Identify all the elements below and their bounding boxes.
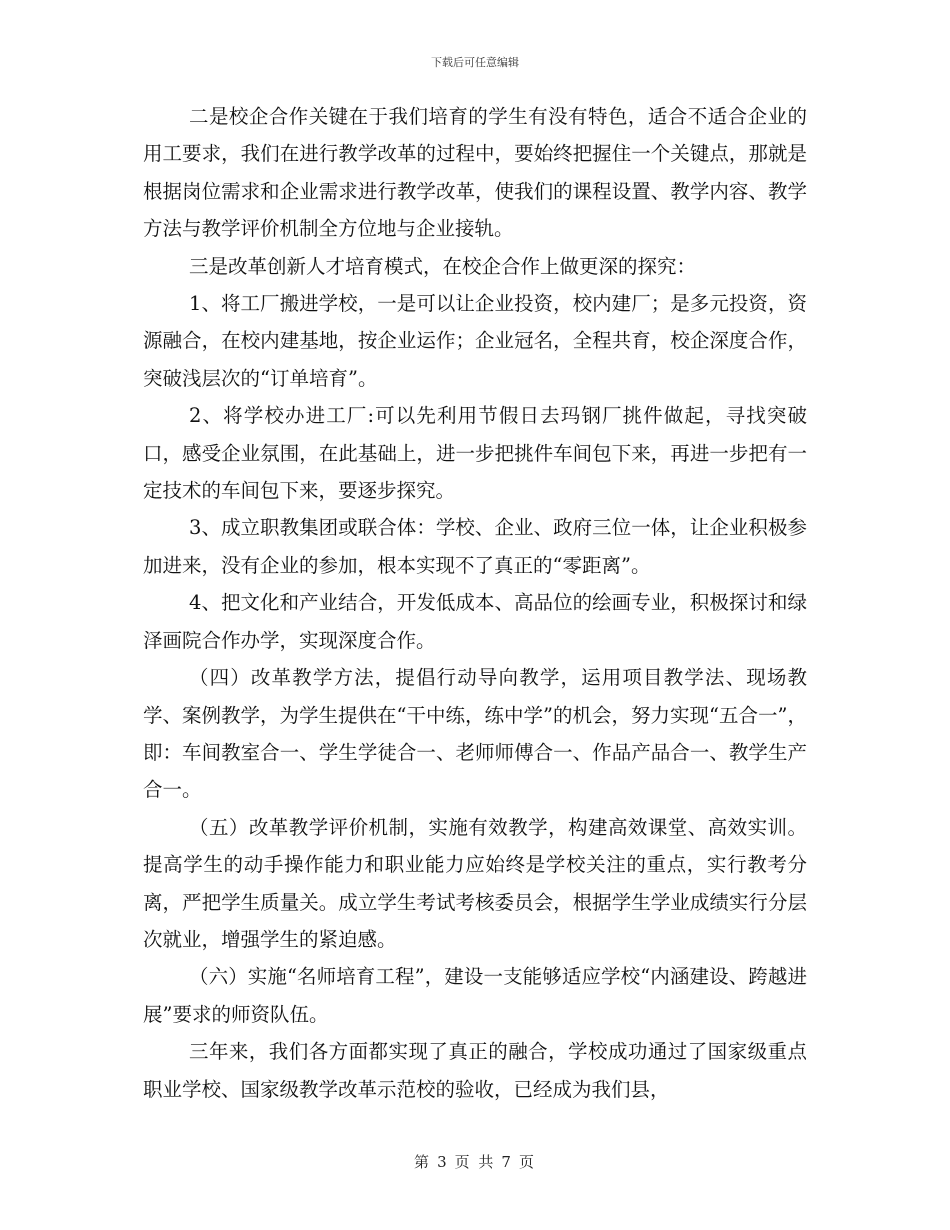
paragraph: 4、把文化和产业结合，开发低成本、高品位的绘画专业，积极探讨和绿泽画院合作办学，实现深度合作。 <box>143 591 807 652</box>
page-header: 下载后可任意编辑 <box>431 56 519 69</box>
paragraph: （六）实施“名师培育工程”，建设一支能够适应学校“内涵建设、跨越进展”要求的师资队伍。 <box>143 965 807 1026</box>
paragraph: 二是校企合作关键在于我们培育的学生有没有特色，适合不适合企业的用工要求，我们在进行教学改革的过程中，要始终把握住一个关键点，那就是根据岗位需求和企业需求进行教学改革，使我们的课程设置、教学内容、教学方法与教学评价机制全方位地与企业接轨。 <box>143 105 807 241</box>
page-footer <box>0 1151 950 1172</box>
paragraph: 3、成立职教集团或联合体：学校、企业、政府三位一体，让企业积极参加进来，没有企业的参加，根本实现不了真正的“零距离”。 <box>143 516 807 577</box>
footer-middle: 页 共 <box>454 1153 496 1171</box>
page-total: 7 <box>501 1153 513 1171</box>
document-body <box>143 98 807 1108</box>
footer-suffix: 页 <box>518 1153 536 1171</box>
paragraph: （五）改革教学评价机制，实施有效教学，构建高效课堂、高效实训。提高学生的动手操作能力和职业能力应始终是学校关注的重点，实行教考分离，严把学生质量关。成立学生考试考核委员会，根据学生学业成绩实行分层次就业，增强学生的紧迫感。 <box>143 815 807 951</box>
paragraph: （四）改革教学方法，提倡行动导向教学，运用项目教学法、现场教学、案例教学，为学生提供在“干中练，练中学”的机会，努力实现“五合一”，即：车间教室合一、学生学徒合一、老师师傅合一、作品产品合一、教学生产合一。 <box>143 666 807 802</box>
paragraph: 三年来，我们各方面都实现了真正的融合，学校成功通过了国家级重点职业学校、国家级教学改革示范校的验收，已经成为我们县， <box>143 1040 807 1101</box>
paragraph: 1、将工厂搬进学校，一是可以让企业投资，校内建厂；是多元投资，资源融合，在校内建基地，按企业运作；企业冠名，全程共育，校企深度合作，突破浅层次的“订单培育”。 <box>143 292 807 390</box>
footer-prefix: 第 <box>414 1153 432 1171</box>
page-number: 3 <box>437 1153 449 1171</box>
paragraph: 三是改革创新人才培育模式，在校企合作上做更深的探究： <box>189 254 697 278</box>
paragraph: 2、将学校办进工厂:可以先利用节假日去玛钢厂挑件做起，寻找突破口，感受企业氛围，在此基础上，进一步把挑件车间包下来，再进一步把有一定技术的车间包下来，要逐步探究。 <box>143 404 807 503</box>
